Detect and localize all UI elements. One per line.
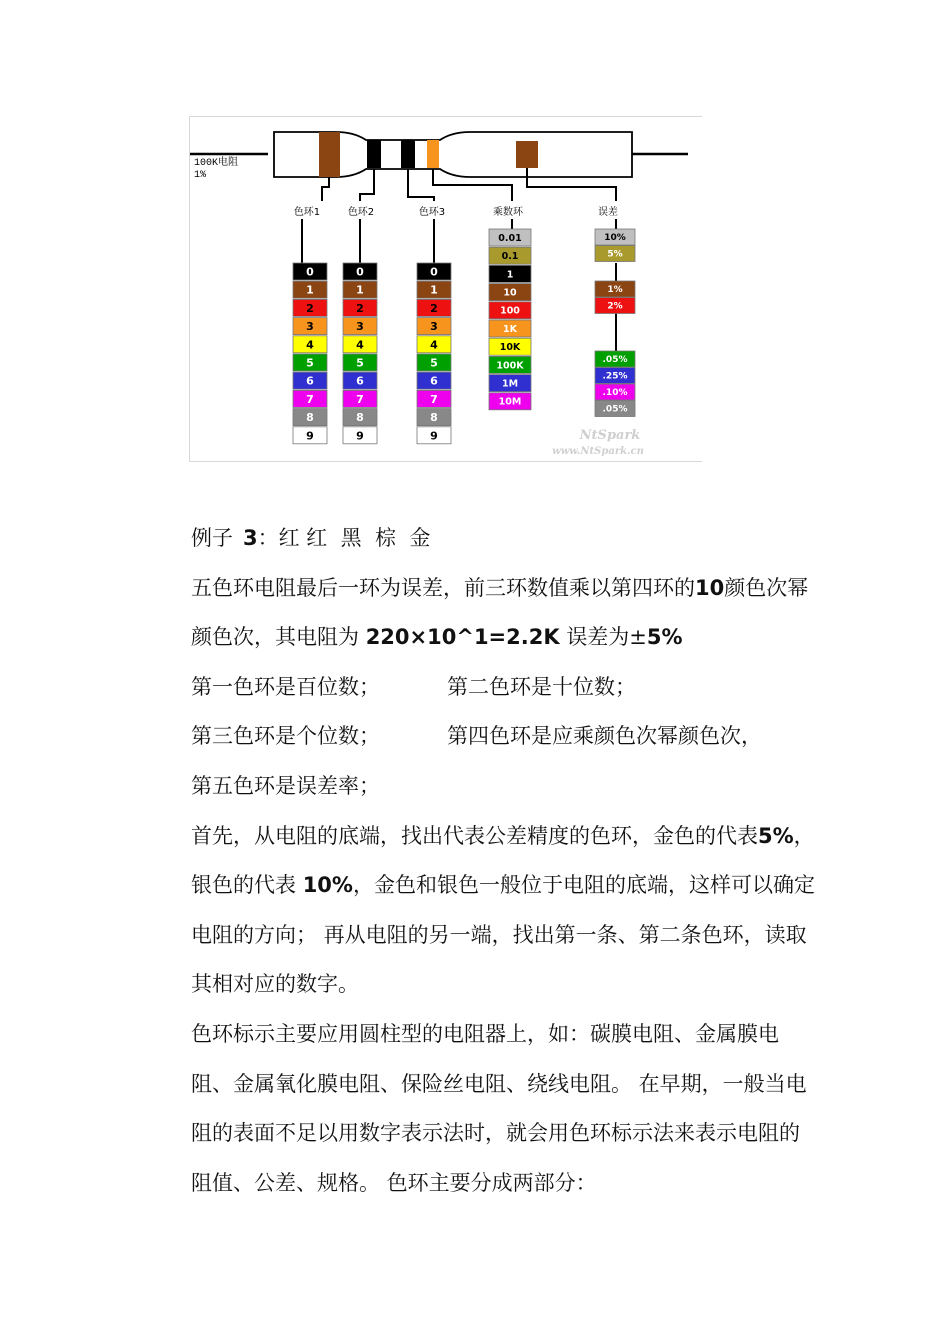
digit-col3-band-0-label: 0 bbox=[430, 265, 438, 279]
example-number: 3 bbox=[243, 526, 258, 550]
tolerance-group1-band-0-label: 10% bbox=[604, 233, 626, 244]
digit-col1-band-1-label: 1 bbox=[306, 283, 314, 297]
digit-col3-band-4-label: 4 bbox=[430, 338, 438, 352]
ring-4-text: 第四色环是应乘颜色次幂颜色次， bbox=[447, 724, 762, 749]
ring-5-text: 第五色环是误差率； bbox=[191, 773, 380, 798]
ring-row-2 bbox=[145, 712, 815, 762]
resistor-body bbox=[190, 132, 688, 177]
digit-col1-band-7-label: 7 bbox=[306, 392, 314, 406]
band-label-tolerance: 误差 bbox=[598, 207, 618, 218]
digit-col2-band-1-label: 1 bbox=[356, 283, 364, 297]
p1-text-c: 误差为± bbox=[566, 625, 647, 650]
ring-2-text: 第二色环是十位数； bbox=[447, 674, 636, 699]
digit-col2-band-5-label: 5 bbox=[356, 356, 364, 370]
digit-col1-band-9-label: 9 bbox=[306, 429, 314, 443]
p2-silver-value: 10% bbox=[302, 873, 353, 898]
band-label-3: 色环3 bbox=[418, 207, 446, 218]
tolerance-group3-band-0-label: .05% bbox=[602, 355, 628, 366]
digit-col2-band-9-label: 9 bbox=[356, 429, 364, 443]
digit-col2-band-6-label: 6 bbox=[356, 374, 364, 388]
tolerance-group1-band-1-label: 5% bbox=[607, 249, 623, 260]
ring-row-3 bbox=[145, 762, 815, 812]
p2-text-b: ，银色的代表 bbox=[191, 823, 815, 898]
p2-text-c: ，金色和银色一般位于电阻的底端，这样可以确定电阻的方向； 再从电阻的另一端，找出第一条、第二条色环，读取其相对应的数字。 bbox=[191, 873, 815, 997]
tolerance-group3-band-3-label: .05% bbox=[602, 404, 628, 415]
ring-1-text: 第一色环是百位数； bbox=[191, 674, 380, 699]
band-label-2: 色环2 bbox=[347, 207, 375, 218]
example-title: 例子 bbox=[191, 526, 233, 550]
example-colors: 红 红 黑 棕 金 bbox=[278, 526, 431, 550]
digit-col3-band-7-label: 7 bbox=[430, 392, 438, 406]
body-text bbox=[145, 514, 815, 1208]
tolerance-group2-band-0-label: 1% bbox=[607, 285, 623, 296]
tolerance-group2-band-1-label: 2% bbox=[607, 301, 623, 312]
digit-col3-band-1-label: 1 bbox=[430, 283, 438, 297]
multiplier-band-2-label: 1 bbox=[506, 269, 514, 281]
digit-col3-band-9-label: 9 bbox=[430, 429, 438, 443]
resistor-band-4 bbox=[427, 140, 439, 168]
digit-col1-band-2-label: 2 bbox=[306, 301, 314, 315]
digit-col1-band-5-label: 5 bbox=[306, 356, 314, 370]
digit-col2-band-8-label: 8 bbox=[356, 411, 364, 425]
p1-text-a: 五色环电阻最后一环为误差，前三环数值乘以第四环的 bbox=[191, 575, 695, 600]
paragraph-tolerance bbox=[145, 812, 815, 1010]
resistor-label bbox=[194, 155, 238, 181]
p2-gold-value: 5% bbox=[758, 823, 794, 848]
multiplier-band-8-label: 1M bbox=[501, 378, 519, 390]
multiplier-band-7-label: 100K bbox=[496, 360, 524, 372]
resistor-color-code-figure bbox=[189, 116, 702, 462]
resistor-band-1 bbox=[319, 132, 340, 177]
digit-col1-band-4-label: 4 bbox=[306, 338, 314, 352]
digit-col2-band-3-label: 3 bbox=[356, 320, 364, 334]
digit-col3-band-6-label: 6 bbox=[430, 374, 438, 388]
band-label-multiplier: 乘数环 bbox=[493, 207, 523, 218]
ring-row-1 bbox=[145, 663, 815, 713]
example-line bbox=[145, 514, 815, 564]
digit-col3-band-2-label: 2 bbox=[430, 301, 438, 315]
watermark-brand: NtSpark bbox=[579, 428, 641, 443]
resistor-value-label: 100K电阻 bbox=[194, 158, 239, 169]
p1-formula: 220×10^1=2.2K bbox=[365, 625, 560, 650]
resistor-band-3 bbox=[401, 140, 415, 168]
digit-col3-band-8-label: 8 bbox=[430, 411, 438, 425]
digit-col2-band-4-label: 4 bbox=[356, 338, 364, 352]
multiplier-band-0-label: 0.01 bbox=[498, 232, 522, 244]
band-label-1: 色环1 bbox=[293, 207, 321, 218]
watermark-url: www.NtSpark.cn bbox=[552, 446, 644, 457]
digit-col3-band-3-label: 3 bbox=[430, 320, 438, 334]
p2-text-a: 首先，从电阻的底端，找出代表公差精度的色环，金色的代表 bbox=[191, 823, 758, 848]
example-colon: ： bbox=[257, 526, 279, 550]
resistor-band-2 bbox=[367, 140, 381, 168]
ring-3-text: 第三色环是个位数； bbox=[191, 724, 380, 749]
digit-col1-band-0-label: 0 bbox=[306, 265, 314, 279]
resistor-tolerance-label: 1% bbox=[194, 170, 207, 181]
resistor-band-5 bbox=[516, 141, 538, 168]
paragraph-five-band bbox=[145, 564, 815, 663]
digit-col3-band-5-label: 5 bbox=[430, 356, 438, 370]
tolerance-group3-band-1-label: .25% bbox=[602, 371, 628, 382]
multiplier-band-5-label: 1K bbox=[503, 323, 517, 335]
p1-tolerance: 5% bbox=[646, 625, 683, 650]
tolerance-group3-band-2-label: .10% bbox=[602, 388, 628, 399]
multiplier-band-9-label: 10M bbox=[498, 396, 522, 408]
p1-text-b: 颜色次幂颜色次，其电阻为 bbox=[191, 575, 809, 650]
paragraph-usage: 色环标示主要应用圆柱型的电阻器上，如：碳膜电阻、金属膜电阻、金属氧化膜电阻、保险丝电阻、绕线电阻。 在早期，一般当电阻的表面不足以用数字表示法时，就会用色环标示法来表示电阻的阻值、公差、规格。 色环主要分成两部分： bbox=[191, 1021, 807, 1195]
p1-number: 10 bbox=[695, 575, 725, 600]
digit-col2-band-0-label: 0 bbox=[356, 265, 364, 279]
digit-col1-band-8-label: 8 bbox=[306, 411, 314, 425]
multiplier-band-4-label: 100 bbox=[500, 305, 520, 317]
digit-col1-band-3-label: 3 bbox=[306, 320, 314, 334]
resistor-diagram bbox=[190, 117, 702, 461]
multiplier-band-3-label: 10 bbox=[503, 287, 517, 299]
multiplier-band-6-label: 10K bbox=[499, 342, 521, 354]
digit-col2-band-2-label: 2 bbox=[356, 301, 364, 315]
multiplier-band-1-label: 0.1 bbox=[501, 251, 519, 263]
digit-col1-band-6-label: 6 bbox=[306, 374, 314, 388]
digit-col2-band-7-label: 7 bbox=[356, 392, 364, 406]
